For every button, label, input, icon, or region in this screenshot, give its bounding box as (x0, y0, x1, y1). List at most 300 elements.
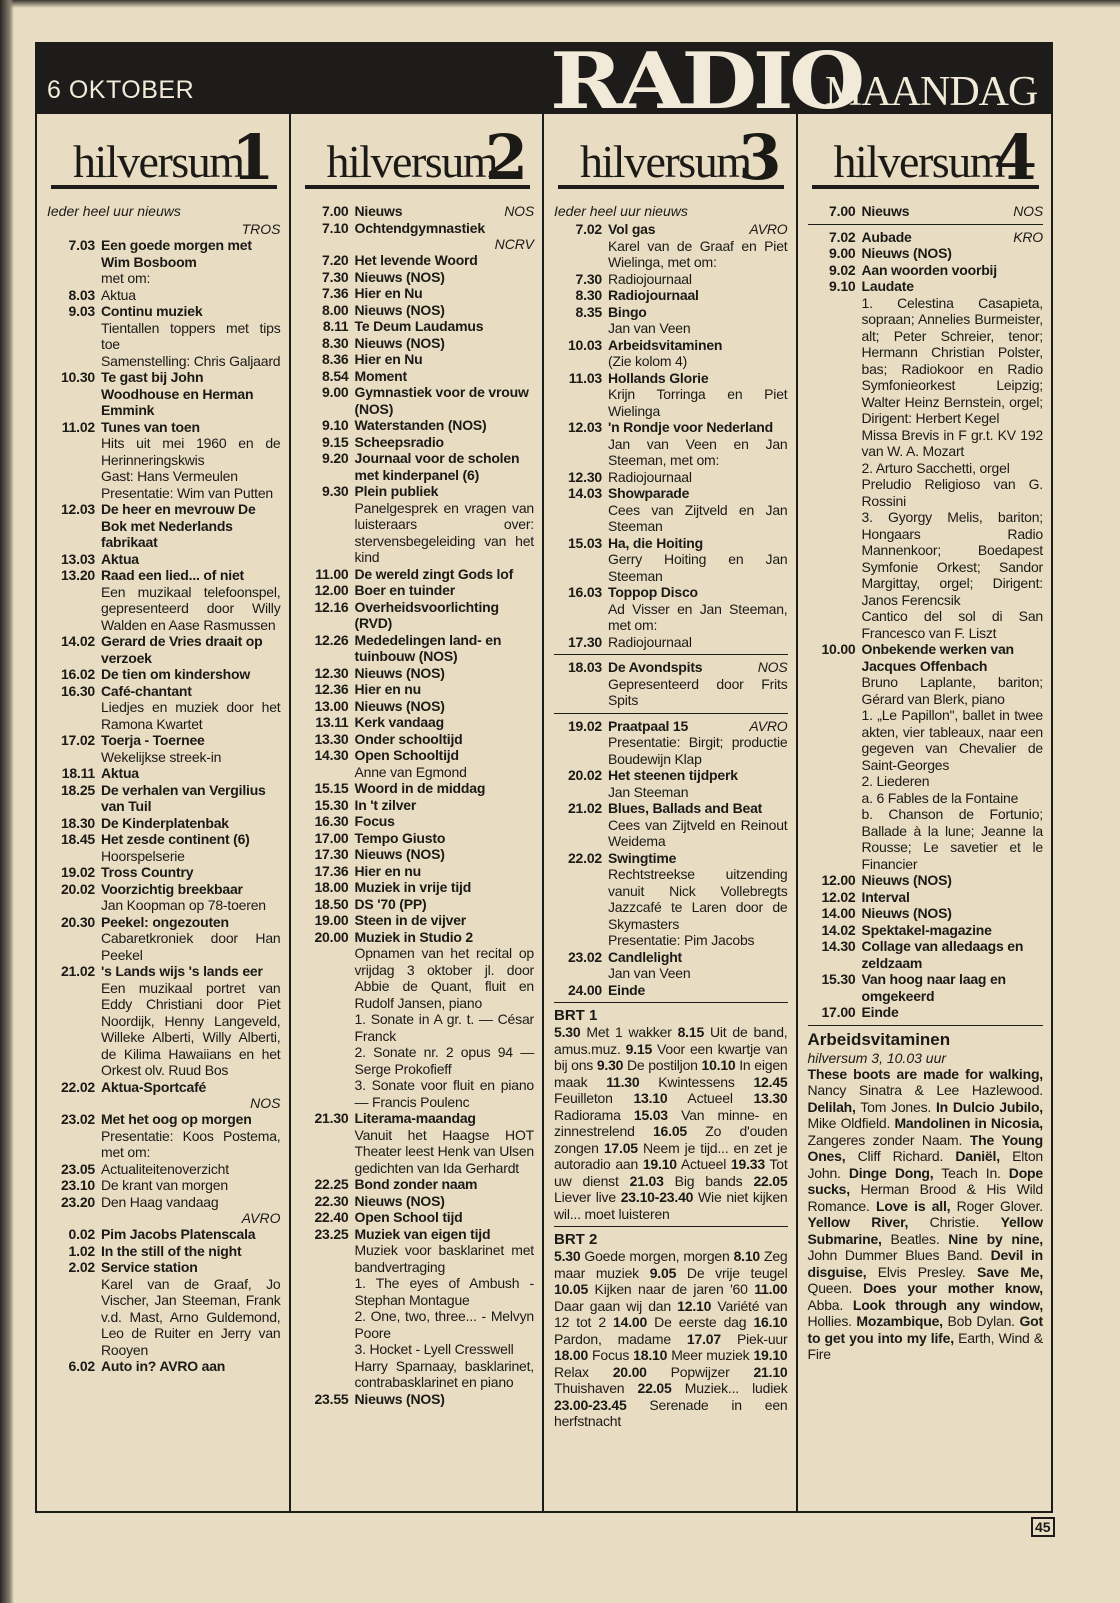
program-description: Hoorspelserie (101, 847, 185, 864)
program-title (101, 501, 281, 551)
program-title (862, 229, 1044, 246)
program-title (101, 765, 281, 782)
brt-time: 8.10 (733, 1248, 761, 1264)
program-time: 19.00 (314, 912, 349, 928)
program-title-text: Tross Country (101, 864, 194, 880)
program-time: 7.30 (322, 268, 349, 285)
program-title (101, 1079, 281, 1096)
program-title (101, 1161, 281, 1178)
program-entry (808, 922, 1044, 939)
program-body (355, 747, 535, 780)
program-time: 12.03 (60, 501, 95, 517)
program-entry (47, 732, 281, 765)
program-time: 17.30 (567, 633, 602, 650)
program-title (355, 483, 535, 500)
program-body (101, 881, 281, 914)
program-title-text: Nieuws (NOS) (354, 697, 445, 714)
program-title (101, 864, 281, 881)
program-title (355, 1110, 535, 1127)
program-body (862, 262, 1044, 279)
program-title (355, 797, 535, 814)
program-time: 16.03 (567, 584, 602, 600)
program-body (608, 718, 788, 768)
station-name: hilversum (580, 136, 751, 187)
program-description: 1. Sonate in A gr. t. — César Franck (354, 1011, 534, 1044)
song-artist: Abba. (807, 1296, 853, 1313)
program-time: 7.10 (322, 219, 349, 236)
program-time: 22.40 (314, 1209, 349, 1225)
broadcaster-tag: NOS (757, 659, 788, 675)
brt-time: 19.10 (642, 1156, 677, 1172)
program-body (608, 370, 788, 420)
brt-program: Tot uw dienst (554, 1156, 788, 1189)
program-time: 8.00 (322, 301, 349, 318)
program-title-text: Nieuws (NOS) (354, 1192, 445, 1209)
song-artist: Cliff Richard. (845, 1148, 956, 1164)
program-entry (301, 269, 535, 286)
brt-time: 22.05 (753, 1172, 788, 1189)
program-description: Karel van de Graaf en Piet Wielinga, met om: (608, 237, 788, 270)
program-description: Gepresenteerd door Frits Spits (608, 675, 788, 708)
song-title: Mandolinen in Nicosia, (894, 1115, 1043, 1131)
program-title-text: Voorzichtig breekbaar (101, 880, 243, 897)
brt-time: 9.05 (649, 1264, 677, 1281)
divider (808, 1025, 1044, 1026)
brt-time: 16.05 (652, 1123, 688, 1139)
program-body (355, 351, 535, 368)
program-title (862, 971, 1044, 1004)
program-title-text: Waterstanden (NOS) (354, 417, 487, 433)
song-title: Dope sucks, (807, 1164, 1043, 1197)
song-title: Dinge Dong, (848, 1164, 934, 1181)
program-title-text: Aubade (861, 228, 912, 245)
station-column-hilversum-1 (37, 113, 291, 1511)
program-body (608, 271, 788, 288)
program-body (355, 252, 535, 269)
feature-playlist (808, 1066, 1044, 1363)
brt-program: Actueel (667, 1090, 754, 1106)
program-entry (301, 912, 535, 929)
program-title-text: Showparade (608, 485, 690, 501)
station-column-hilversum-2 (291, 113, 545, 1511)
brt-program: Voor een kwartje van bij ons (554, 1040, 788, 1073)
brt-program: Daar gaan wij dan (554, 1297, 678, 1314)
program-description: Jan van Veen en Jan Steeman, met om: (608, 435, 788, 468)
program-time: 18.00 (314, 879, 349, 895)
program-description: Missa Brevis in F gr.t. KV 192 van W. A. Mozart (861, 426, 1043, 459)
program-description: Preludio Religioso van G. Rossini (861, 476, 1043, 509)
program-title-text: Te gast bij John Woodhouse en Herman Emmink (101, 369, 254, 418)
program-body (355, 912, 535, 929)
brt-time: 19.33 (730, 1156, 765, 1172)
program-title (355, 813, 535, 830)
program-title-text: 's Lands wijs 's lands eer (101, 963, 263, 979)
program-title-text: Service station (101, 1259, 198, 1275)
program-title-text: Radiojournaal (608, 287, 699, 303)
program-description: 2. Sonate nr. 2 opus 94 — Serge Prokofieff (354, 1044, 534, 1077)
program-body (355, 335, 535, 352)
program-entry (808, 641, 1044, 872)
program-title-text: Bond zonder naam (354, 1176, 478, 1192)
program-entry (47, 666, 281, 683)
program-entry (301, 863, 535, 880)
program-time: 9.00 (322, 384, 349, 400)
program-title-text: Candlelight (608, 948, 683, 965)
song-title: These boots are made for walking, (807, 1065, 1043, 1082)
brt-time: 14.00 (613, 1314, 648, 1330)
program-entry (554, 271, 788, 288)
program-title (862, 938, 1044, 971)
program-entry (47, 501, 281, 551)
program-time: 18.30 (60, 814, 95, 831)
program-title (862, 872, 1044, 889)
program-title (355, 203, 535, 220)
program-entry (47, 1243, 281, 1260)
program-entry (554, 535, 788, 585)
program-entry (554, 982, 788, 999)
program-entry (47, 1194, 281, 1211)
program-description: Wekelijkse streek-in (101, 748, 222, 765)
station-header (51, 113, 277, 194)
program-time: 9.10 (322, 417, 349, 433)
program-entry (301, 368, 535, 385)
program-time: 12.02 (821, 888, 856, 905)
program-time: 15.30 (314, 796, 349, 813)
program-time: 15.30 (821, 971, 856, 987)
program-title-text: De wereld zingt Gods lof (354, 565, 514, 582)
program-time: 17.00 (314, 829, 349, 846)
song-artist: John Dummer Blues Band. (807, 1247, 991, 1263)
program-title (608, 634, 788, 651)
program-description: Jan Steeman (608, 783, 689, 800)
program-time: 10.00 (821, 641, 856, 657)
divider (808, 224, 1044, 225)
program-body (862, 641, 1044, 872)
program-entry (47, 1358, 281, 1375)
program-body (101, 782, 281, 815)
brt-program: Feuilleton (554, 1090, 634, 1106)
program-title-text: Aktua (101, 286, 136, 303)
brt-program: Van minne- en zinnestrelend (554, 1106, 788, 1139)
program-entry (47, 765, 281, 782)
program-title-text: Radiojournaal (608, 468, 692, 485)
program-entry (554, 850, 788, 949)
program-entry (808, 872, 1044, 889)
program-body (101, 1243, 281, 1260)
program-time: 12.26 (314, 631, 349, 648)
program-title (608, 485, 788, 502)
program-body (101, 963, 281, 1079)
feature-subheading: hilversum 3, 10.03 uur (807, 1049, 947, 1066)
program-title-text: Raad een lied... of niet (101, 567, 245, 583)
song-artist: Earth, Wind & Fire (807, 1329, 1043, 1362)
program-entry (301, 1391, 535, 1408)
program-title (862, 889, 1044, 906)
brt-time: 21.10 (753, 1363, 788, 1380)
program-entry (301, 203, 535, 220)
program-title (101, 963, 281, 980)
program-time: 9.20 (322, 450, 349, 466)
program-time: 8.03 (68, 286, 95, 303)
program-time: 23.02 (60, 1111, 95, 1127)
program-title (355, 302, 535, 319)
program-time: 23.20 (60, 1193, 95, 1210)
program-time: 18.50 (314, 895, 349, 912)
brt-program: Popwijzer (646, 1363, 754, 1380)
page-number: 45 (1031, 1517, 1055, 1537)
program-body (862, 872, 1044, 889)
program-description: Anne van Egmond (354, 763, 467, 780)
program-time: 21.02 (60, 963, 95, 979)
program-body (355, 846, 535, 863)
program-title-text: Nieuws (NOS) (354, 301, 445, 318)
program-title-text: Collage van alledaags en zeldzaam (861, 938, 1024, 971)
program-time: 13.00 (314, 697, 349, 714)
program-time: 9.03 (68, 303, 95, 319)
program-description: (Zie kolom 4) (608, 353, 688, 369)
program-entry (301, 1176, 535, 1193)
program-body (608, 337, 788, 370)
program-entry (301, 599, 535, 632)
program-title (355, 912, 535, 929)
program-body (355, 450, 535, 483)
program-entry (301, 384, 535, 417)
song-artist: Mike Oldfield. (807, 1115, 895, 1131)
program-time: 13.11 (315, 714, 349, 730)
program-body (101, 1111, 281, 1161)
program-description: Cees van Zijtveld en Jan Steeman (608, 501, 788, 534)
program-title-text: Praatpaal 15 (608, 717, 689, 734)
station-number: 4 (993, 121, 1037, 194)
program-title (355, 665, 535, 682)
program-body (101, 815, 281, 832)
program-time: 17.02 (60, 732, 95, 748)
program-title (355, 384, 535, 417)
program-time: 9.10 (829, 278, 856, 294)
program-time: 15.15 (314, 780, 349, 796)
program-description: Tientallen toppers met tips toe (101, 319, 281, 352)
program-time: 7.03 (68, 237, 95, 253)
program-body (101, 1079, 281, 1096)
program-time: 23.02 (567, 948, 602, 965)
program-entry (301, 813, 535, 830)
program-description: Vanuit het Haagse HOT Theater leest Henk van Ulsen gedichten van Ida Gerhardt (354, 1126, 534, 1176)
program-description: Jan Koopman op 78-toeren (101, 897, 266, 913)
program-title (355, 830, 535, 847)
program-title-text: De Kinderplatenbak (101, 814, 229, 831)
program-title-text: Kerk vandaag (354, 714, 444, 730)
program-entry (47, 864, 281, 881)
divider (554, 654, 788, 655)
program-entry (554, 659, 788, 709)
station-number: 1 (231, 121, 275, 194)
program-description: Karel van de Graaf, Jo Vischer, Jan Steeman, Frank v.d. Mast, Arno Guldemond, Leo de Ruiter en Jerry van Rooyen (101, 1275, 281, 1358)
program-title-text: Onbekende werken van Jacques Offenbach (861, 641, 1014, 674)
program-body (355, 929, 535, 1111)
song-title: Mozambique, (856, 1313, 943, 1329)
program-entry (301, 830, 535, 847)
program-entry (301, 632, 535, 665)
program-entry (301, 450, 535, 483)
program-title (862, 278, 1044, 295)
program-body (101, 567, 281, 633)
program-body (101, 666, 281, 683)
program-title (355, 434, 535, 451)
program-entry (808, 1004, 1044, 1021)
program-title-text: Den Haag vandaag (101, 1193, 219, 1210)
program-title-text: Actualiteitenoverzicht (101, 1160, 229, 1177)
brt-time: 5.30 (554, 1248, 581, 1264)
program-body (862, 245, 1044, 262)
program-title-text: Muziek in vrije tijd (354, 879, 472, 895)
brt-program: Muziek... ludiek (671, 1380, 788, 1396)
program-entry (47, 963, 281, 1079)
program-description: Cabaretkroniek door Han Peekel (101, 930, 281, 963)
brt-program: De eerste dag (647, 1314, 754, 1330)
program-time: 9.30 (322, 483, 349, 499)
program-entry (808, 203, 1044, 220)
program-title-text: In the still of the night (101, 1242, 242, 1259)
banner-date: 6 OKTOBER (47, 76, 195, 104)
program-title-text: Hier en Nu (354, 285, 423, 301)
program-title-text: Tunes van toen (101, 418, 200, 435)
program-title (355, 879, 535, 896)
brt-time: 5.30 (554, 1024, 581, 1040)
program-description: Presentatie: Pim Jacobs (608, 932, 755, 948)
program-time: 8.30 (575, 287, 602, 303)
program-grid (35, 113, 1053, 1513)
program-title-text: Onder schooltijd (354, 730, 463, 747)
program-body (101, 369, 281, 419)
program-title (608, 718, 788, 735)
program-time: 7.02 (829, 228, 856, 245)
program-body (608, 287, 788, 304)
program-entry (47, 683, 281, 733)
program-entry (301, 1110, 535, 1176)
program-title-text: Spektakel-magazine (861, 921, 992, 938)
program-description: Gerry Hoiting en Jan Steeman (608, 551, 788, 584)
program-description: Liedjes en muziek door het Ramona Kwartet (101, 699, 281, 732)
program-description: 2. Liederen (861, 773, 930, 789)
program-body (862, 922, 1044, 939)
program-description: 1. The eyes of Ambush - Stephan Montague (354, 1275, 534, 1308)
program-title-text: Aktua (101, 550, 139, 567)
brt-program: Zeg maar muziek (554, 1248, 788, 1281)
program-title-text: DS '70 (PP) (354, 895, 427, 912)
program-time: 23.25 (314, 1225, 349, 1242)
program-body (355, 714, 535, 731)
program-title (862, 922, 1044, 939)
program-description: Een muzikaal portret van Eddy Christiani door Piet Noordijk, Henny Langeveld, Willeke Alberti, Willy Alberti, de Kilima Hawaiians en het Orkest olv. Ruud Bos (101, 979, 281, 1078)
program-title-text: Woord in de middag (354, 780, 486, 796)
program-title-text: Auto in? AVRO aan (101, 1358, 226, 1374)
program-entry (554, 800, 788, 850)
program-time: 10.03 (567, 336, 602, 353)
program-body (101, 633, 281, 666)
song-title: Save Me, (977, 1263, 1044, 1280)
program-title (355, 1176, 535, 1193)
program-title-text: Peekel: ongezouten (101, 913, 229, 930)
station-header (558, 113, 784, 194)
program-title-text: Continu muziek (101, 303, 203, 319)
program-title-text: Literama-maandag (354, 1110, 476, 1126)
program-title-text: Boer en tuinder (354, 582, 455, 598)
program-title (608, 469, 788, 486)
program-body (355, 318, 535, 335)
brt-program: Serenade in een herfstnacht (554, 1396, 788, 1429)
program-entry (808, 278, 1044, 641)
program-time: 13.03 (60, 550, 95, 567)
program-entry (301, 698, 535, 715)
brt-time: 11.00 (754, 1281, 788, 1297)
program-description: Presentatie: Wim van Putten (101, 484, 274, 501)
program-entry (554, 469, 788, 486)
program-entry (47, 1079, 281, 1096)
program-body (101, 1259, 281, 1358)
program-title-text: Overheidsvoorlichting (RVD) (354, 598, 499, 631)
program-entry (47, 881, 281, 914)
song-title: Nine by nine, (948, 1230, 1043, 1247)
program-title (355, 269, 535, 286)
program-title (101, 815, 281, 832)
program-entry (301, 285, 535, 302)
brt-program: Actueel (676, 1156, 731, 1172)
program-body (355, 731, 535, 748)
song-title: Devil in disguise, (807, 1247, 1043, 1280)
program-entry (808, 889, 1044, 906)
program-body (608, 535, 788, 585)
program-title (101, 303, 281, 320)
program-title (355, 252, 535, 269)
program-entry (301, 846, 535, 863)
program-time: 7.02 (575, 221, 602, 237)
program-body (355, 797, 535, 814)
program-title (355, 896, 535, 913)
program-title (355, 846, 535, 863)
program-entry (301, 797, 535, 814)
broadcaster-label: NCRV (494, 236, 534, 252)
program-title-text: De heer en mevrouw De Bok met Nederlands fabrikaat (101, 501, 256, 550)
program-title-text: Het steenen tijdperk (608, 767, 738, 783)
program-description: Hits uit mei 1960 en de Herinneringskwis (101, 435, 281, 468)
program-entry (47, 1259, 281, 1358)
brt-program: De postiljon (623, 1057, 702, 1073)
brt-program: De vrije teugel (676, 1264, 788, 1281)
brt-time: 17.07 (686, 1330, 721, 1347)
program-entry (808, 905, 1044, 922)
broadcaster-tag: NOS (1013, 203, 1043, 219)
program-time: 12.00 (821, 872, 856, 888)
brt-program: Zo d'ouden zongen (554, 1123, 788, 1156)
program-title-text: Gymnastiek voor de vrouw (NOS) (354, 384, 529, 417)
brt-program: Variété van 12 tot 2 (554, 1297, 788, 1330)
brt-heading: BRT 1 (554, 1007, 598, 1024)
program-body (355, 813, 535, 830)
program-entry (301, 566, 535, 583)
program-title-text: Nieuws (NOS) (354, 1390, 445, 1407)
program-title-text: Radiojournaal (608, 270, 692, 287)
program-time: 19.02 (60, 864, 95, 880)
program-body (355, 384, 535, 417)
program-body (355, 1176, 535, 1193)
program-title-text: Tempo Giusto (354, 829, 446, 846)
program-body (355, 220, 535, 237)
program-title (355, 863, 535, 880)
program-time: 12.03 (567, 419, 602, 435)
program-time: 1.02 (68, 1242, 95, 1259)
program-body (608, 634, 788, 651)
program-title (355, 599, 535, 632)
